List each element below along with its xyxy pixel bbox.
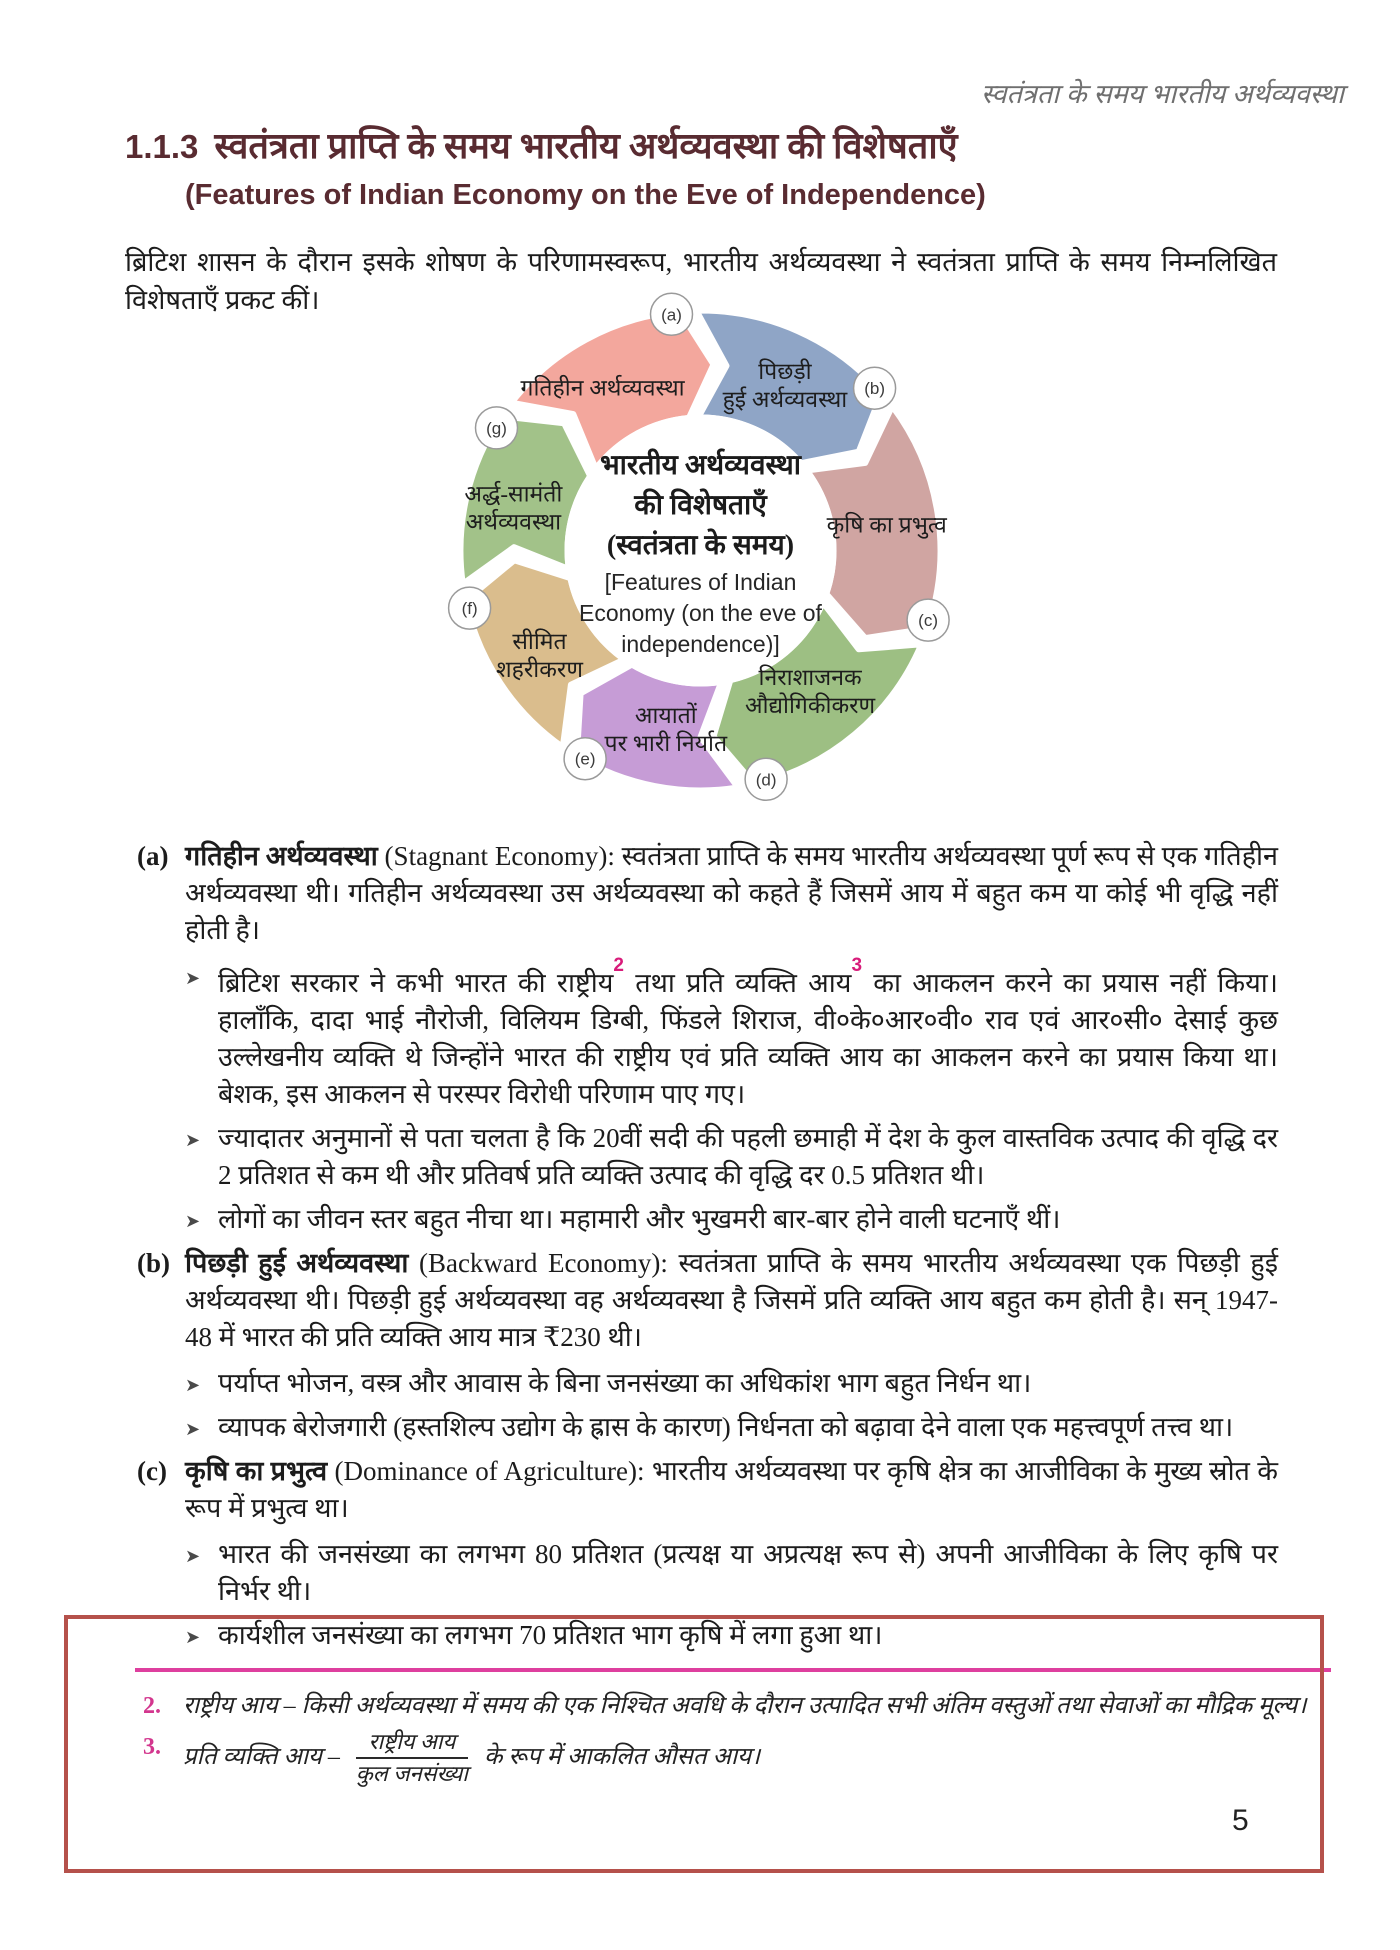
fraction-numerator: राष्ट्रीय आय [356,1729,468,1759]
bullet-arrow-icon: ➤ [185,1130,201,1151]
cycle-label-b: पिछड़ी [758,358,812,384]
bullet-a2-text: ज्यादातर अनुमानों से पता चलता है कि 20वीं सदी की पहली छमाही में देश के कुल वास्तविक उत्पाद की वृद्धि दर 2 प्रतिशत से कम थी और प्रतिवर्ष प्रति व्यक्ति उत्पाद की वृद्धि दर 0.5 प्रतिशत थी। [218,1123,1278,1190]
section-a-title-hindi: गतिहीन अर्थव्यवस्था [185,841,378,871]
cycle-badge-label-f: (f) [461,599,478,619]
bullet-b2-text: व्यापक बेरोजगारी (हस्तशिल्प उद्योग के ह्रास के कारण) निर्धनता को बढ़ावा देने वाला एक महत्त्वपूर्ण तत्त्व था। [218,1412,1234,1442]
footnote-3-tail: के रूप में आकलित औसत आय। [477,1743,761,1770]
section-b-label: (b) [137,1248,170,1278]
cycle-label-b: हुई अर्थव्यवस्था [722,386,848,412]
cycle-badge-label-a: (a) [661,305,682,325]
cycle-label-a: गतिहीन अर्थव्यवस्था [520,375,685,401]
cycle-label-d: औद्योगिकीकरण [744,692,876,718]
fraction-denominator: कुल जनसंख्या [355,1761,468,1787]
section-a [125,838,1278,949]
cycle-center-text-hindi: की विशेषताएँ [634,490,767,521]
cycle-label-f: शहरीकरण [496,657,583,683]
footnote-3-lead: प्रति व्यक्ति आय – [183,1743,346,1770]
section-heading [125,120,1295,169]
bullet-c1-text: भारत की जनसंख्या का लगभग 80 प्रतिशत (प्रत्यक्ष या अप्रत्यक्ष रूप से) अपनी आजीविका के लिए कृषि पर निर्भर थी। [218,1539,1278,1606]
section-number: 1.1.3 [125,128,199,165]
bullet-arrow-icon: ➤ [185,968,201,989]
bullet-arrow-icon: ➤ [185,1211,201,1232]
bullet-arrow-icon: ➤ [185,1419,201,1440]
bullet-arrow-icon: ➤ [185,1375,201,1396]
cycle-center-text-english: Economy (on the eve of [579,600,822,626]
bullet-a1-text: ब्रिटिश सरकार ने कभी भारत की राष्ट्रीय$^2$ तथा प्रति व्यक्ति आय$^3$ का आकलन करने का प्रयास नहीं किया। हालाँकि, दादा भाई नौरोजी, विलियम डिग्बी, फिंडले शिराज, वी०के०आर०वी० राव एवं आर०सी० देसाई कुछ उल्लेखनीय व्यक्ति थे जिन्होंने भारत की राष्ट्रीय एवं प्रति व्यक्ति आय का आकलन करने का प्रयास किया था। बेशक, इस आकलन से परस्पर विरोधी परिणाम पाए गए। [218,955,1278,1109]
footnote-3-number: 3. [143,1734,161,1760]
bullet-a2 [125,1120,1278,1194]
footnote-ref-2: 2 [613,955,624,976]
cycle-badge-label-e: (e) [574,749,596,769]
features-cycle-diagram [428,278,973,823]
bullet-a1 [125,955,1278,1113]
section-b-title-hindi: पिछड़ी हुई अर्थव्यवस्था [185,1248,409,1278]
footnote-3 [143,1729,1326,1788]
footnote-2-text: राष्ट्रीय आय – किसी अर्थव्यवस्था में समय की एक निश्चित अवधि के दौरान उत्पादित सभी अंतिम वस्तुओं तथा सेवाओं का मौद्रिक मूल्य। [183,1693,1307,1719]
bullet-a3 [125,1201,1278,1238]
section-b-title-english: (Backward Economy): [408,1248,679,1278]
cycle-label-c: कृषि का प्रभुत्व [826,512,947,538]
cycle-center-text-hindi: (स्वतंत्रता के समय) [606,530,795,561]
cycle-label-d: निराशाजनक [758,664,862,690]
cycle-label-e: आयातों [634,703,697,729]
section-title-english: (Features of Indian Economy on the Eve of Independence) [185,179,986,211]
cycle-badge-label-g: (g) [486,418,507,438]
page-number: 5 [1232,1804,1249,1837]
section-b [125,1245,1278,1356]
section-b-body: स्वतंत्रता प्राप्ति के समय भारतीय अर्थव्यवस्था एक पिछड़ी हुई अर्थव्यवस्था थी। पिछड़ी हुई अर्थव्यवस्था वह अर्थव्यवस्था है जिसमें प्रति व्यक्ति आय बहुत कम होती है। सन् 1947-48 में भारत की प्रति व्यक्ति आय मात्र ₹230 थी। [185,1248,1278,1352]
section-c-title-hindi: कृषि का प्रभुत्व [185,1456,328,1486]
bullet-c1 [125,1536,1278,1610]
section-c [125,1453,1278,1527]
bullet-b1 [125,1365,1278,1402]
section-c-label: (c) [137,1456,167,1486]
bullet-arrow-icon: ➤ [185,1627,201,1648]
footnote-ref-3: 3 [851,955,863,976]
cycle-label-f: सीमित [512,629,567,655]
bullet-a3-text: लोगों का जीवन स्तर बहुत नीचा था। महामारी और भुखमरी बार-बार होने वाली घटनाएँ थीं। [218,1204,1061,1234]
cycle-center-text-english: [Features of Indian [604,569,797,595]
footnote-separator-rule [135,1668,1331,1672]
section-c-title-english: (Dominance of Agriculture): [327,1456,652,1486]
body-column [125,838,1278,1661]
cycle-label-g: अर्थव्यवस्था [465,509,562,535]
bullet-c2 [125,1617,1278,1654]
fraction [356,1729,468,1788]
footnotes [143,1688,1326,1793]
cycle-badge-label-d: (d) [755,770,777,790]
cycle-center-text-hindi: भारतीय अर्थव्यवस्था [600,450,801,481]
footnote-2 [143,1688,1326,1724]
cycle-center-text-english: independence)] [621,631,780,657]
footnote-2-number: 2. [143,1693,161,1719]
section-title-hindi: स्वतंत्रता प्राप्ति के समय भारतीय अर्थव्यवस्था की विशेषताएँ [214,126,958,166]
cycle-label-g: अर्द्ध-सामंती [464,481,563,507]
section-a-title-english: (Stagnant Economy): [377,841,622,871]
bullet-b2 [125,1409,1278,1446]
intro-paragraph: ब्रिटिश शासन के दौरान इसके शोषण के परिणामस्वरूप, भारतीय अर्थव्यवस्था ने स्वतंत्रता प्राप्ति के समय निम्नलिखित विशेषताएँ प्रकट कीं। [125,247,1277,315]
cycle-badge-label-c: (c) [918,611,939,631]
section-a-label: (a) [137,841,169,871]
section-a-body: स्वतंत्रता प्राप्ति के समय भारतीय अर्थव्यवस्था पूर्ण रूप से एक गतिहीन अर्थव्यवस्था थी। गतिहीन अर्थव्यवस्था उस अर्थव्यवस्था को कहते हैं जिसमें आय में बहुत कम या कोई भी वृद्धि नहीं होती है। [185,841,1279,945]
cycle-badge-label-b: (b) [864,379,885,399]
bullet-arrow-icon: ➤ [185,1546,201,1567]
bullet-c2-text: कार्यशील जनसंख्या का लगभग 70 प्रतिशत भाग कृषि में लगा हुआ था। [218,1620,883,1650]
section-c-body: भारतीय अर्थव्यवस्था पर कृषि क्षेत्र का आजीविका के मुख्य स्रोत के रूप में प्रभुत्व था। [185,1456,1278,1523]
running-header: स्वतंत्रता के समय भारतीय अर्थव्यवस्था [980,79,1344,109]
bullet-b1-text: पर्याप्त भोजन, वस्त्र और आवास के बिना जनसंख्या का अधिकांश भाग बहुत निर्धन था। [218,1368,1032,1398]
cycle-label-e: पर भारी निर्यात [604,731,728,757]
section-title-block [125,120,1295,212]
